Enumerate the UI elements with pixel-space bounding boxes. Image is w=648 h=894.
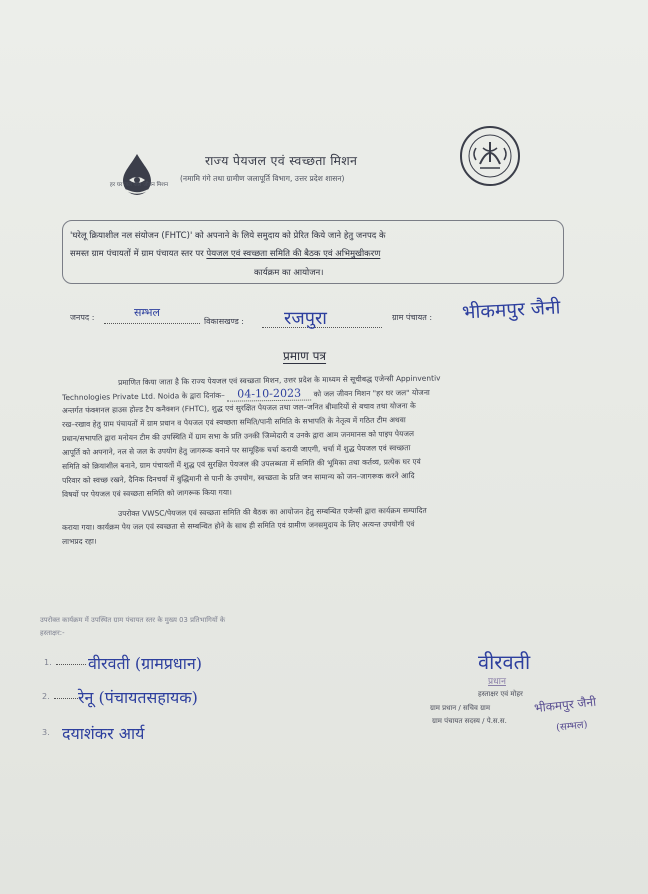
water-drop-logo-icon	[112, 150, 162, 202]
body2-line-2: कराया गया। कार्यक्रम पेय जल एवं स्वच्छता से सम्बन्धित होने के साथ ही समिति एवं ग्रामीण जनसमुदाय के लिए अत्यन्त उपयोगी एवं	[62, 519, 415, 532]
body-line-3: अन्तर्गत फंक्शनल हाउस होल्ड टैप कनैक्शन (FHTC), शुद्ध एवं सुरक्षित पेयजल तथा जल–जनित बीमारियों से बचाव तथा योजना के	[62, 401, 416, 415]
district-value: सम्भल	[134, 306, 160, 319]
participant-3-signature: दयाशंकर आर्य	[62, 724, 145, 743]
body-line-2a: Technologies Private Ltd. Noida के द्वारा दिनांक–	[62, 390, 228, 402]
program-title-line-2	[70, 248, 380, 259]
panchayat-value: भीकमपुर जैनी	[461, 296, 561, 324]
body-line-4: रख–रखाव हेतु ग्राम पंचायतों में ग्राम प्रधान व पेयजल एवं स्वच्छता समिति/पानी समिति के सभापति के नेतृत्व में गठित टीम अथवा	[62, 415, 406, 429]
program-title-line-3: कार्यक्रम का आयोजन।	[254, 268, 324, 278]
sign-line-3: ग्राम पंचायत सदस्य / पे.स.स.	[432, 717, 507, 725]
participant-1-line	[56, 664, 86, 665]
participant-3-number: 3.	[42, 728, 50, 737]
participant-2-line	[54, 698, 78, 699]
header-subtitle: (नमामि गंगे तथा ग्रामीण जलापूर्ति विभाग, उत्तर प्रदेश शासन)	[180, 174, 345, 183]
program-date: 04-10-2023	[227, 387, 311, 402]
body-line-8: परिवार को स्वच्छ रखने, दैनिक दिनचर्या में बुद्धिमानी से पानी के उपयोग, स्वच्छता के प्रति जन सामान्य को जन–जागरूक करने आदि	[62, 471, 415, 485]
district-label: जनपद :	[70, 313, 95, 322]
program-title-line-2a: समस्त ग्राम पंचायतों में ग्राम पंचायत स्तर पर	[70, 249, 207, 259]
participant-2-number: 2.	[42, 692, 50, 701]
head-signature: वीरवती	[478, 650, 531, 674]
participant-1-signature: वीरवती (ग्रामप्रधान)	[88, 654, 203, 673]
program-title-line-1: 'घरेलू क्रियाशील नल संयोजन (FHTC)' को अपनाने के लिये समुदाय को प्रेरित किये जाने हेतु जनपद के	[70, 231, 386, 241]
header-title: राज्य पेयजल एवं स्वच्छता मिशन	[205, 153, 358, 168]
body-line-7: समिति को क्रियाशील बनाने, ग्राम पंचायतों में शुद्ध एवं सुरक्षित पेयजल की उपलब्धता में समिति की भूमिका तथा कर्तव्य, प्रत्येक घर एवं	[62, 456, 421, 471]
up-government-seal-icon	[458, 124, 522, 188]
sign-line-2: ग्राम प्रधान / सचिव ग्राम	[430, 704, 491, 712]
stamp-block: (सम्भल)	[555, 719, 589, 734]
panchayat-label: ग्राम पंचायत :	[392, 313, 433, 322]
participant-1-number: 1.	[44, 658, 52, 667]
body2-line-3: लाभप्रद रहा।	[62, 536, 97, 546]
stamp-place: भीकमपुर जैनी	[533, 694, 597, 716]
body-line-2b: को जल जीवन मिशन "हर घर जल" योजना	[311, 387, 430, 399]
body2-line-1: उपरोक्त VWSC/पेयजल एवं स्वच्छता समिति की बैठक का आयोजन हेतु सम्बन्धित एजेन्सी द्वारा कार्यक्रम सम्पादित	[118, 505, 427, 518]
program-title-line-2b: पेयजल एवं स्वच्छता समिति की बैठक एवं अभिमुखीकरण	[206, 249, 381, 259]
participants-intro-2: हस्ताक्षर:-	[40, 629, 65, 637]
participants-intro-1: उपरोक्त कार्यक्रम में उपस्थित ग्राम पंचायत स्तर के मुख्य 03 प्रतिभागियों के	[40, 616, 226, 624]
body-line-6: आपूर्ति को अपनाने, नल से जल के उपयोग हेतु जागरूक बनाने पर सामूहिक चर्चा करायी जाएगी, चर्चा में शुद्ध पेयजल एवं स्वच्छता	[62, 443, 411, 457]
participant-2-signature: रेनू (पंचायतसहायक)	[78, 688, 198, 707]
block-value: रजपुरा	[284, 308, 327, 329]
sign-line-1: हस्ताक्षर एवं मोहर	[478, 690, 523, 698]
certificate-heading: प्रमाण पत्र	[283, 349, 327, 363]
body-line-5: प्रधान/सभापति द्वारा मनोयन टीम की उपस्थिति में ग्राम सभा के प्रति उनकी जिम्मेदारी व उनके द्वारा आम जनमानस को पाइप पेयजल	[62, 429, 415, 443]
stamp-title: प्रधान	[488, 677, 506, 687]
body-line-9: विषयों पर पेयजल एवं स्वच्छता समिति को जागरूक किया गया।	[62, 487, 233, 499]
block-label: विकासखण्ड :	[204, 317, 245, 326]
logo-caption: हर घर जल जल जीवन मिशन	[109, 182, 169, 188]
body-line-1: प्रमाणित किया जाता है कि राज्य पेयजल एवं स्वच्छता मिशन, उत्तर प्रदेश के माध्यम से सूचीबद्ध एजेन्सी Appinventiv	[118, 373, 441, 387]
